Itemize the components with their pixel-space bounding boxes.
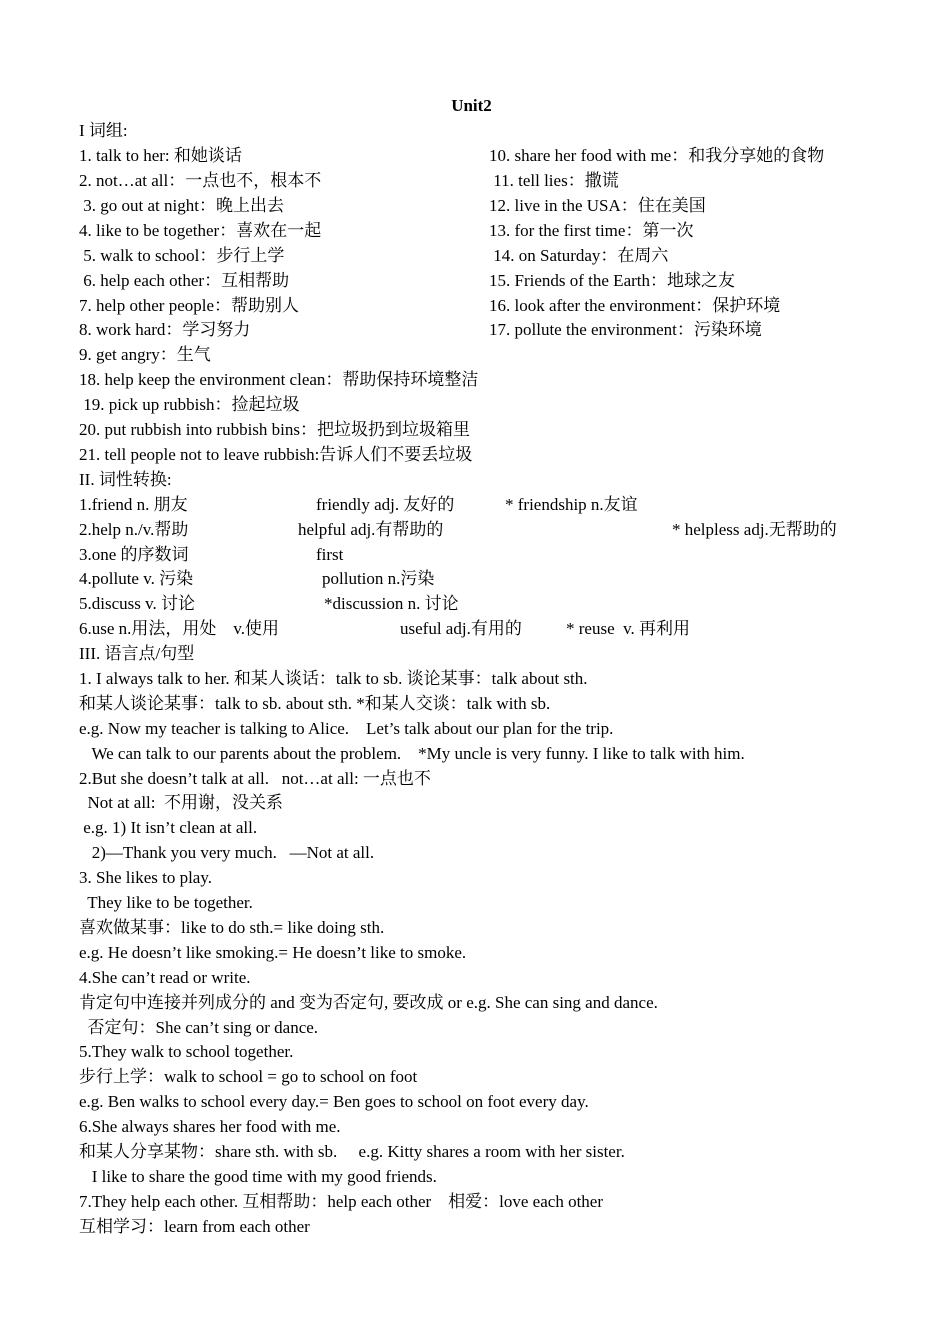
grammar-line: 肯定句中连接并列成分的 and 变为否定句, 要改成 or e.g. She can sing and dance.: [79, 993, 658, 1012]
phrase-item: 10. share her food with me：和我分享她的食物: [489, 146, 825, 165]
grammar-line: 2.But she doesn’t talk at all. not…at all: 一点也不: [79, 769, 431, 788]
grammar-line: 4.She can’t read or write.: [79, 968, 251, 987]
grammar-line: 步行上学：walk to school = go to school on foot: [79, 1067, 418, 1086]
word-form-base: 3.one 的序数词: [79, 545, 189, 564]
grammar-line: 5.They walk to school together.: [79, 1042, 294, 1061]
section-heading-phrases: I 词组:: [79, 121, 128, 140]
phrase-item: 3. go out at night：晚上出去: [79, 196, 284, 215]
word-form-base: 6.use n.用法，用处 v.使用: [79, 619, 280, 638]
phrase-item: 2. not…at all：一点也不，根本不: [79, 171, 322, 190]
grammar-line: 和某人分享某物：share sth. with sb. e.g. Kitty shares a room with her sister.: [79, 1142, 625, 1161]
page-title: Unit2: [451, 96, 492, 115]
word-form-extra: * reuse v. 再利用: [566, 619, 691, 638]
grammar-line: I like to share the good time with my good friends.: [79, 1167, 437, 1186]
phrase-item: 16. look after the environment：保护环境: [489, 296, 781, 315]
phrase-item: 13. for the first time：第一次: [489, 221, 694, 240]
word-form-base: 1.friend n. 朋友: [79, 495, 188, 514]
phrase-item: 4. like to be together：喜欢在一起: [79, 221, 322, 240]
grammar-line: e.g. 1) It isn’t clean at all.: [79, 818, 258, 837]
word-form-extra: * friendship n.友谊: [505, 495, 638, 514]
word-form-derived: pollution n.污染: [322, 569, 435, 588]
grammar-line: 互相学习：learn from each other: [79, 1217, 310, 1236]
word-form-derived: helpful adj.有帮助的: [298, 520, 444, 539]
word-form-base: 2.help n./v.帮助: [79, 520, 189, 539]
phrase-item: 8. work hard：学习努力: [79, 320, 251, 339]
phrase-item: 1. talk to her: 和她谈话: [79, 146, 242, 165]
grammar-line: 否定句：She can’t sing or dance.: [79, 1018, 319, 1037]
grammar-line: Not at all: 不用谢，没关系: [79, 793, 283, 812]
phrase-item: 20. put rubbish into rubbish bins：把垃圾扔到垃圾箱里: [79, 420, 471, 439]
grammar-line: They like to be together.: [79, 893, 253, 912]
grammar-line: 2)—Thank you very much. —Not at all.: [79, 843, 375, 862]
phrase-item: 12. live in the USA：住在美国: [489, 196, 706, 215]
phrase-item: 7. help other people：帮助别人: [79, 296, 300, 315]
word-form-base: 4.pollute v. 污染: [79, 569, 194, 588]
section-heading-grammar: III. 语言点/句型: [79, 644, 195, 663]
word-form-derived: *discussion n. 讨论: [324, 594, 459, 613]
phrase-item: 17. pollute the environment：污染环境: [489, 320, 762, 339]
word-form-derived: useful adj.有用的: [400, 619, 522, 638]
phrase-item: 21. tell people not to leave rubbish:告诉人们不要丢垃圾: [79, 445, 473, 464]
grammar-line: e.g. He doesn’t like smoking.= He doesn’t like to smoke.: [79, 943, 467, 962]
phrase-item: 9. get angry：生气: [79, 345, 211, 364]
phrase-item: 19. pick up rubbish：捡起垃圾: [79, 395, 300, 414]
grammar-line: 7.They help each other. 互相帮助：help each other 相爱：love each other: [79, 1192, 603, 1211]
section-heading-word-forms: II. 词性转换:: [79, 470, 172, 489]
phrase-item: 14. on Saturday：在周六: [489, 246, 669, 265]
grammar-line: e.g. Ben walks to school every day.= Ben goes to school on foot every day.: [79, 1092, 589, 1111]
grammar-line: We can talk to our parents about the problem. *My uncle is very funny. I like to talk with him.: [79, 744, 745, 763]
grammar-line: 3. She likes to play.: [79, 868, 212, 887]
grammar-line: 和某人谈论某事：talk to sb. about sth. *和某人交谈：talk with sb.: [79, 694, 551, 713]
phrase-item: 5. walk to school：步行上学: [79, 246, 285, 265]
word-form-derived: first: [316, 545, 344, 564]
word-form-base: 5.discuss v. 讨论: [79, 594, 196, 613]
grammar-line: 6.She always shares her food with me.: [79, 1117, 341, 1136]
phrase-item: 6. help each other：互相帮助: [79, 271, 290, 290]
phrase-item: 11. tell lies：撒谎: [489, 171, 619, 190]
phrase-item: 18. help keep the environment clean：帮助保持环境整洁: [79, 370, 479, 389]
grammar-line: 1. I always talk to her. 和某人谈话：talk to sb. 谈论某事：talk about sth.: [79, 669, 588, 688]
word-form-extra: * helpless adj.无帮助的: [672, 520, 837, 539]
grammar-line: 喜欢做某事：like to do sth.= like doing sth.: [79, 918, 385, 937]
grammar-line: e.g. Now my teacher is talking to Alice. Let’s talk about our plan for the trip.: [79, 719, 614, 738]
phrase-item: 15. Friends of the Earth：地球之友: [489, 271, 735, 290]
word-form-derived: friendly adj. 友好的: [316, 495, 455, 514]
